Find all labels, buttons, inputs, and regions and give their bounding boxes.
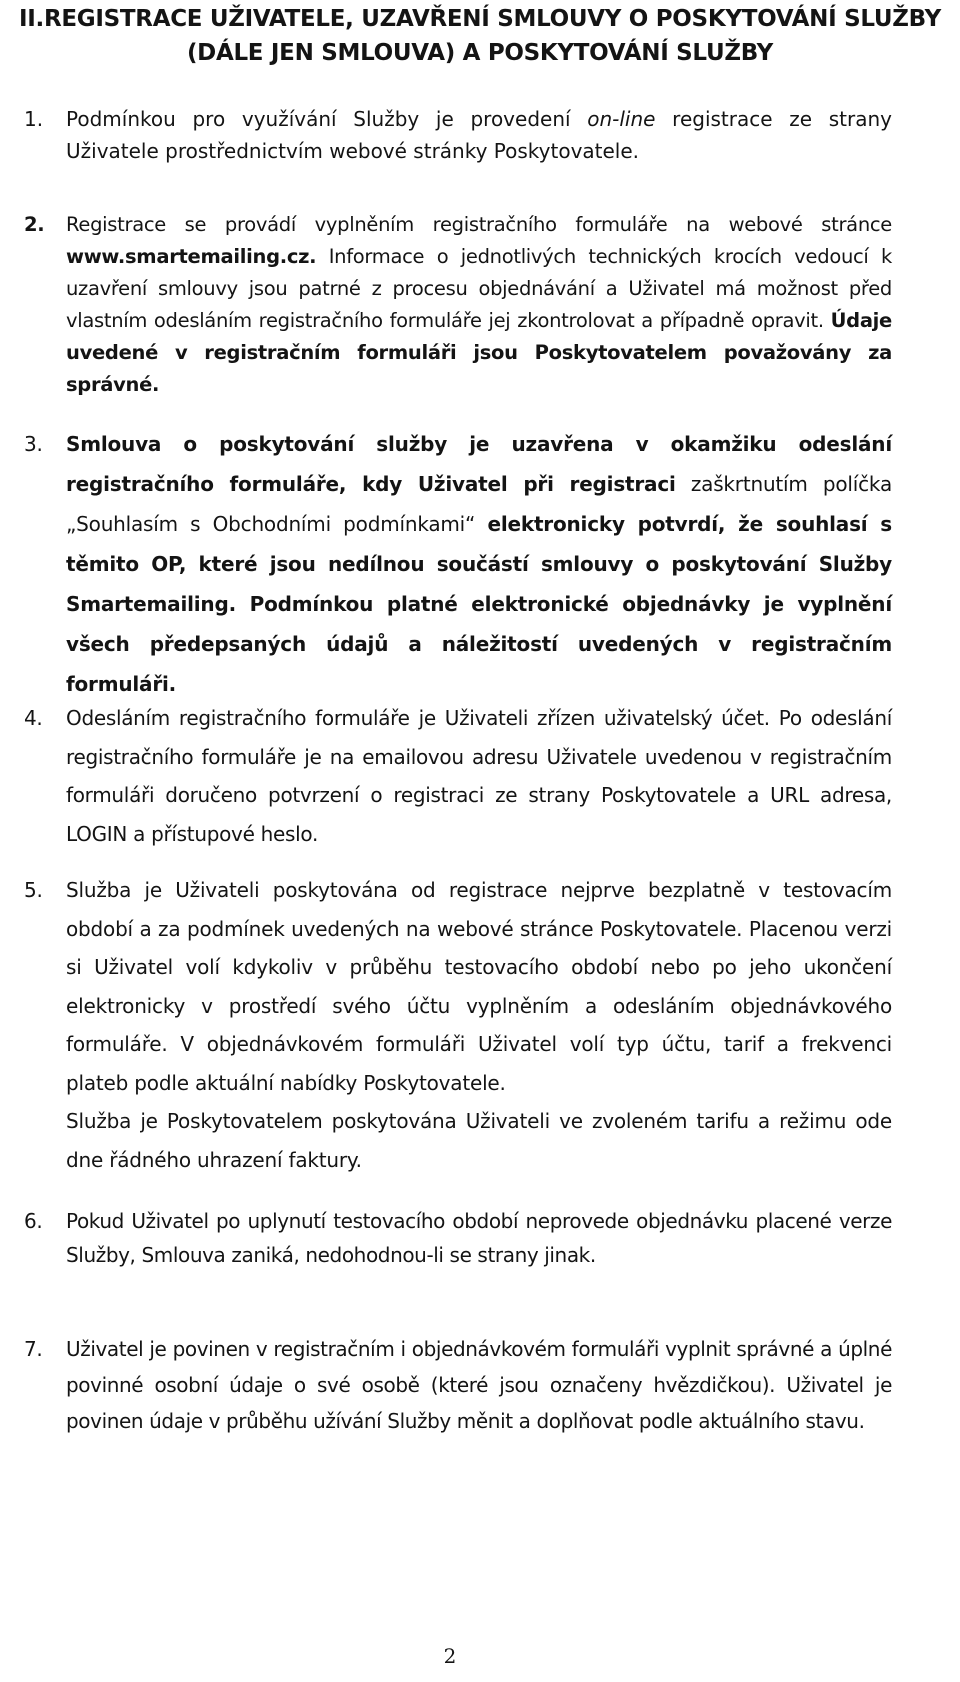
heading-line-1: II.REGISTRACE UŽIVATELE, UZAVŘENÍ SMLOUVY O POSKYTOVÁNÍ SLUŽBY <box>19 6 941 32</box>
bold-text: Smlouva o poskytování služby je uzavřena v okamžiku odeslání registračního formuláře, kdy Uživatel při registraci <box>66 432 892 496</box>
italic-text: on-line <box>587 107 656 131</box>
clause-text <box>66 424 892 704</box>
text-run: Informace o jednotlivých technických krocích vedoucí k uzavření smlouvy jsou patrné z procesu objednávání a Uživatel má možnost před vlastním odesláním registračního formuláře jej zkontrolovat a případně opravit. <box>66 245 892 332</box>
section-heading <box>0 2 960 70</box>
text-run: zaškrtnutím políčka „Souhlasím s Obchodními podmínkami“ <box>66 472 892 536</box>
clause-2 <box>24 209 892 401</box>
clause-3 <box>24 424 893 704</box>
clause-number: 4. <box>24 706 43 730</box>
clause-number: 2. <box>24 213 45 236</box>
clause-text: Pokud Uživatel po uplynutí testovacího období neprovede objednávku placené verze Služby, Smlouva zaniká, nedohodnou-li se strany jinak. <box>66 1209 892 1267</box>
page-number: 2 <box>443 1644 457 1668</box>
clause-number: 3. <box>24 432 43 456</box>
clause-number: 7. <box>24 1337 43 1361</box>
clause-text <box>66 209 892 401</box>
bold-text: Údaje uvedené v registračním formuláři jsou Poskytovatelem považovány za správné. <box>66 309 892 396</box>
clause-number: 1. <box>24 107 44 131</box>
clause-paragraph-1: Služba je Uživateli poskytována od registrace nejprve bezplatně v testovacím období a za podmínek uvedených na webové stránce Poskytovatele. Placenou verzi si Uživatel volí kdykoliv v průběhu testovacího období nebo po jeho ukončení elektronicky v prostředí svého účtu vyplněním a odesláním objednávkového formuláře. V objednávkovém formuláři Uživatel volí typ účtu, tarif a frekvenci plateb podle aktuální nabídky Poskytovatele. <box>66 878 892 1095</box>
clause-5 <box>24 871 892 1179</box>
clause-text: Odesláním registračního formuláře je Uživateli zřízen uživatelský účet. Po odeslání registračního formuláře je na emailovou adresu Uživatele uvedenou v registračním formuláři doručeno potvrzení o registraci ze strany Poskytovatele a URL adresa, LOGIN a přístupové heslo. <box>66 706 892 846</box>
heading-line-2: (DÁLE JEN SMLOUVA) A POSKYTOVÁNÍ SLUŽBY <box>186 40 774 66</box>
clause-7 <box>24 1331 892 1439</box>
text-run: registrace ze strany Uživatele prostřednictvím webové stránky Poskytovatele. <box>66 107 892 163</box>
website-link: www.smartemailing.cz. <box>66 245 317 268</box>
clause-number: 6. <box>24 1209 43 1233</box>
clause-1 <box>24 103 892 167</box>
text-run: Registrace se provádí vyplněním registračního formuláře na webové stránce <box>66 213 892 236</box>
clause-number: 5. <box>24 878 43 902</box>
text-run: Podmínkou pro využívání Služby je provedení <box>66 107 588 131</box>
clause-text <box>66 103 892 167</box>
bold-text: elektronicky potvrdí, že souhlasí s těmito OP, které jsou nedílnou součástí smlouvy o poskytování Služby Smartemailing. Podmínkou platné elektronické objednávky je vyplnění všech předepsaných údajů a náležitostí uvedených v registračním formuláři. <box>66 512 893 696</box>
clause-4 <box>24 699 892 853</box>
clause-6 <box>24 1204 892 1272</box>
clause-text: Uživatel je povinen v registračním i objednávkovém formuláři vyplnit správné a úplné povinné osobní údaje o své osobě (které jsou označeny hvězdičkou). Uživatel je povinen údaje v průběhu užívání Služby měnit a doplňovat podle aktuálního stavu. <box>66 1337 892 1433</box>
clause-paragraph-2: Služba je Poskytovatelem poskytována Uživateli ve zvoleném tarifu a režimu ode dne řádného uhrazení faktury. <box>66 1109 892 1172</box>
